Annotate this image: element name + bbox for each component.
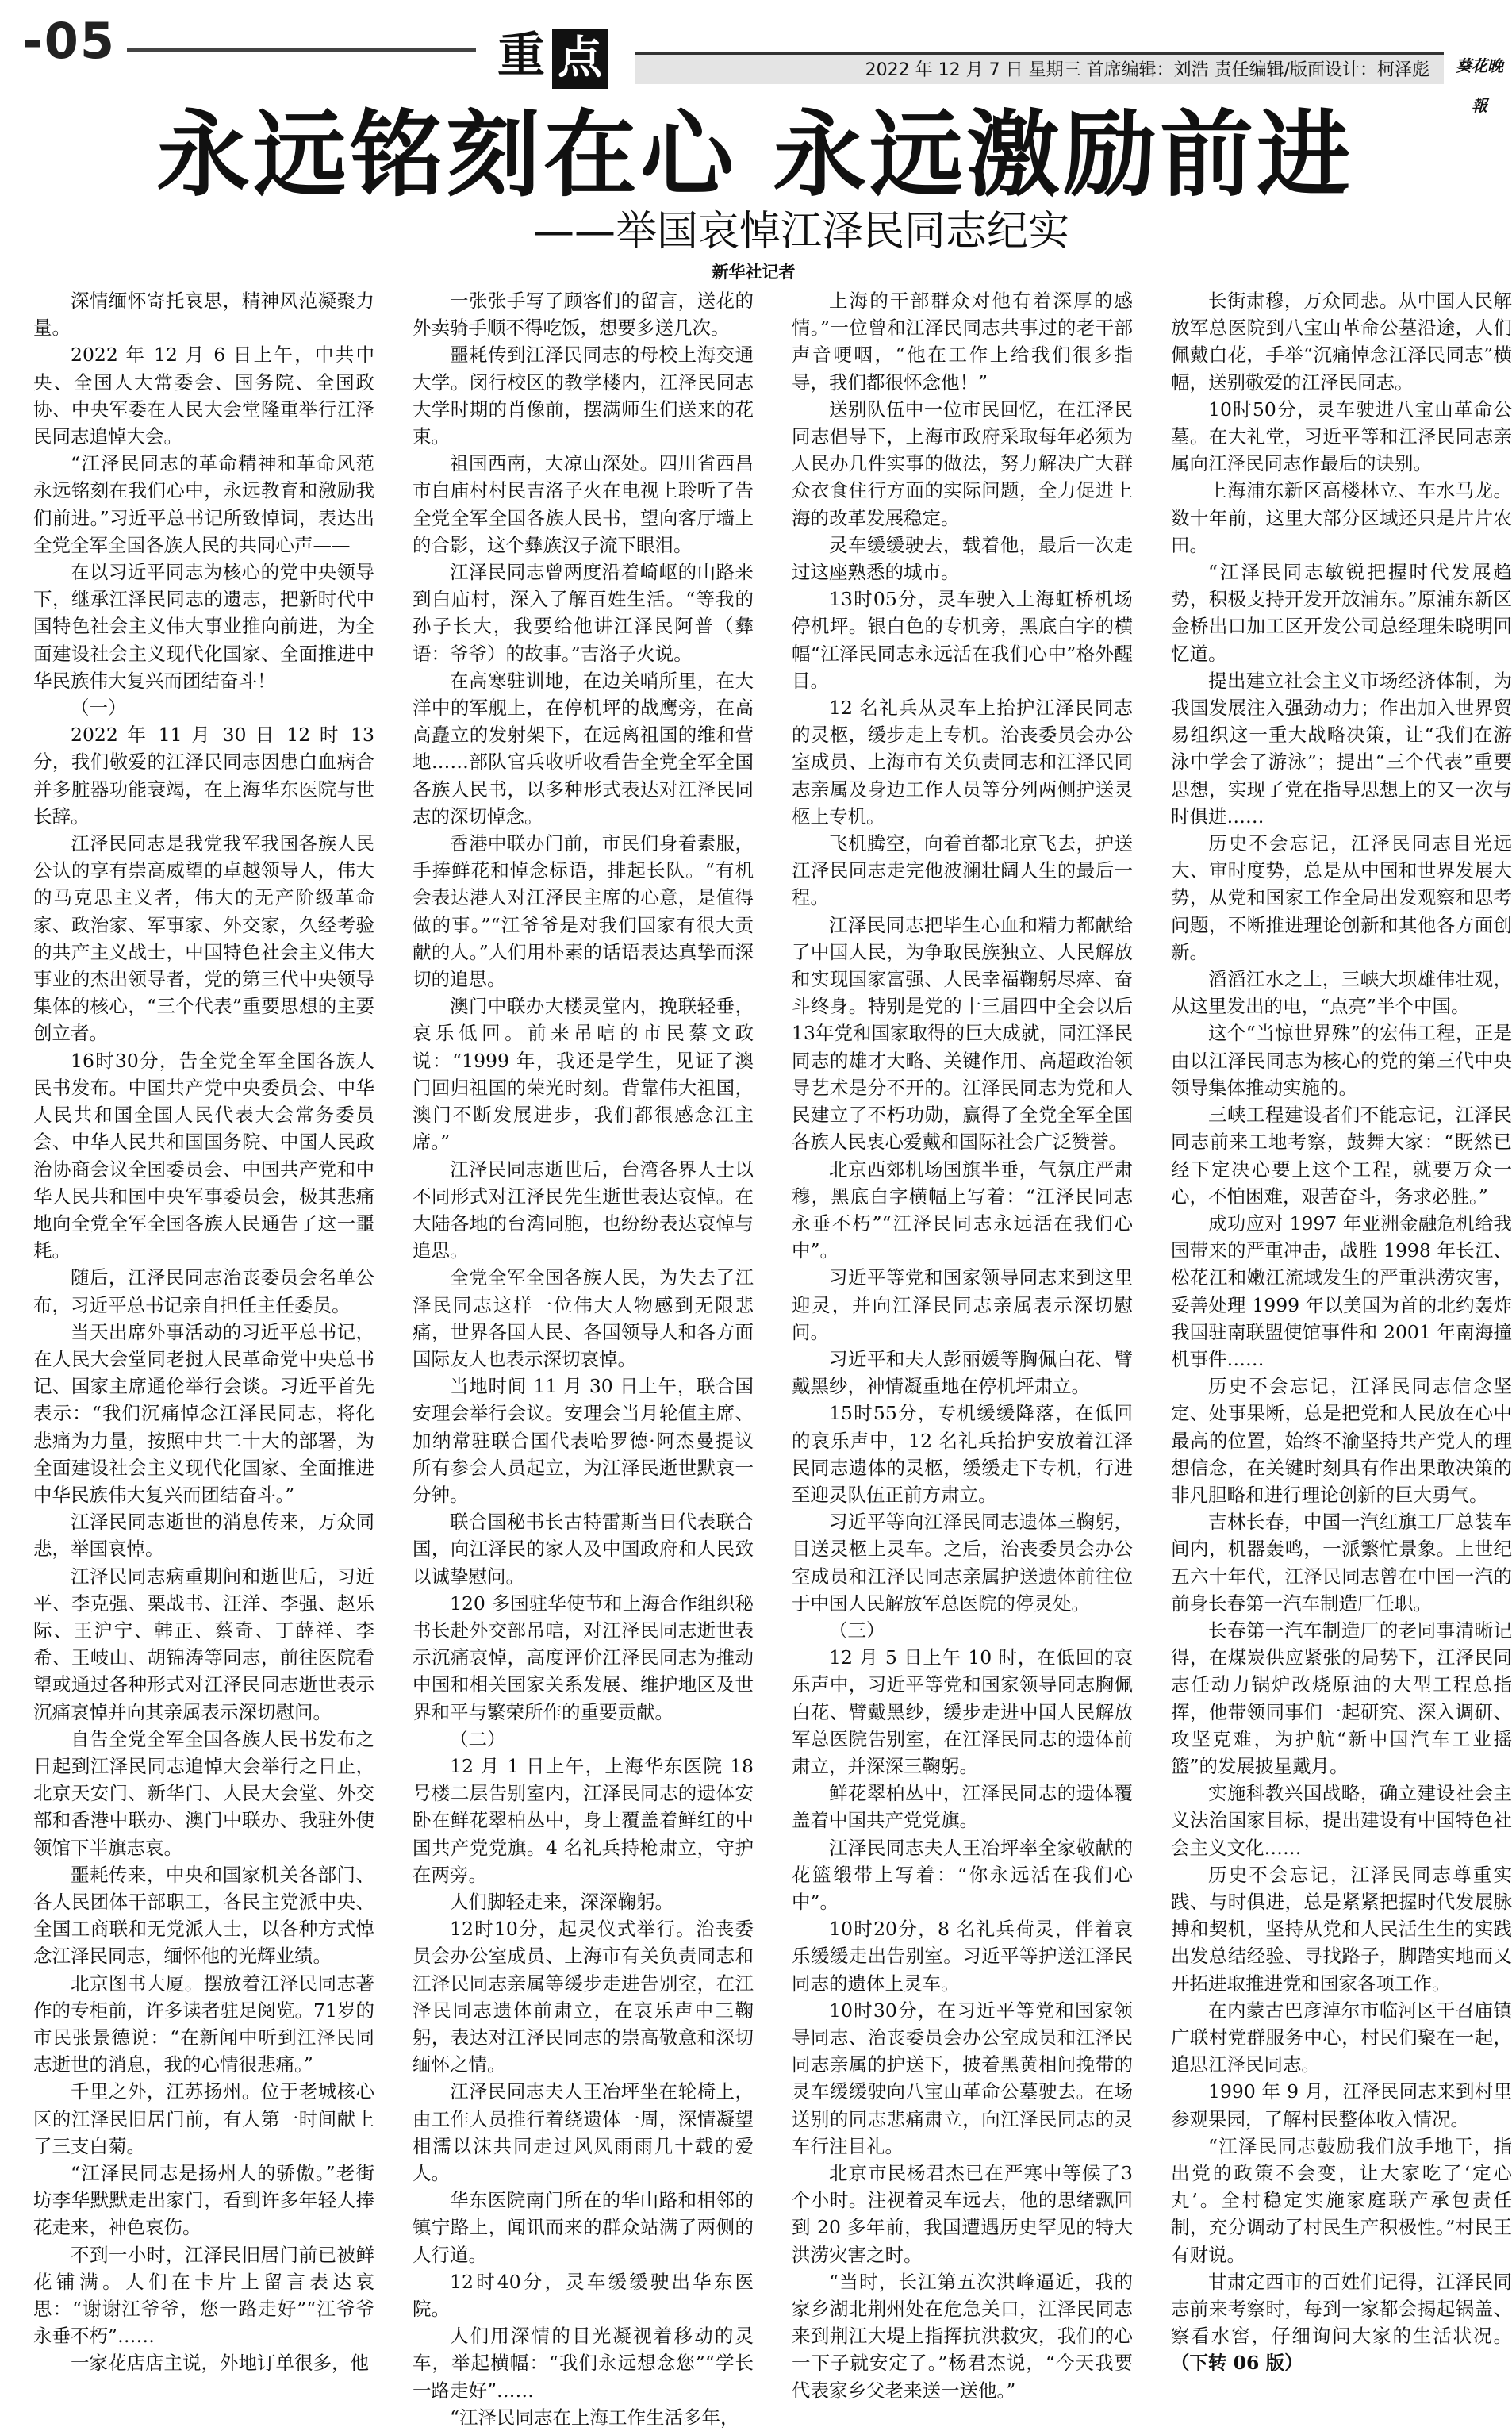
article-paragraph: 江泽民同志病重期间和逝世后，习近平、李克强、栗战书、汪洋、李强、赵乐际、王沪宁、韩正、蔡奇、丁薛祥、李希、王岐山、胡锦涛等同志，前往医院看望或通过各种形式对江泽民同志逝世表示沉痛哀悼并向其亲属表示深切慰问。: [33, 1565, 374, 1723]
header-rule: [127, 48, 476, 52]
masthead-logo: 葵花晚報: [1456, 56, 1503, 115]
article-paragraph: 吉林长春，中国一汽红旗工厂总装车间内，机器轰鸣，一派繁忙景象。上世纪五六十年代，江泽民同志曾在中国一汽的前身长春第一汽车制造厂任职。: [1171, 1511, 1512, 1615]
section-char-2: 点: [552, 29, 608, 89]
article-paragraph: 120 多国驻华使节和上海合作组织秘书长赴外交部吊唁，对江泽民同志逝世表示沉痛哀悼，高度评价江泽民同志为推动中国和相关国家关系发展、维护地区及世界和平与繁荣所作的重要贡献。: [413, 1592, 754, 1723]
article-paragraph: 全党全军全国各族人民，为失去了江泽民同志这样一位伟大人物感到无限悲痛，世界各国人民、各国领导人和各方面国际友人也表示深切哀悼。: [413, 1266, 754, 1370]
article-paragraph: 江泽民同志逝世后，台湾各界人士以不同形式对江泽民先生逝世表达哀悼。在大陆各地的台湾同胞，也纷纷表达哀悼与追思。: [413, 1158, 754, 1262]
article-paragraph: 人们脚轻走来，深深鞠躬。: [450, 1890, 673, 1913]
article-paragraph: （二）: [450, 1727, 506, 1750]
article-paragraph: 北京市民杨君杰已在严寒中等候了3个小时。注视着灵车远去，他的思绪飘回到 20 多年前，我国遭遇历史罕见的特大洪涝灾害之时。: [792, 2162, 1133, 2266]
article-paragraph: 联合国秘书长古特雷斯当日代表联合国，向江泽民的家人及中国政府和人民致以诚挚慰问。: [413, 1511, 754, 1588]
article-paragraph: 13时05分，灵车驶入上海虹桥机场停机坪。银白色的专机旁，黑底白字的横幅“江泽民同志永远活在我们心中”格外醒目。: [792, 588, 1133, 692]
article-paragraph: 北京图书大厦。摆放着江泽民同志著作的专柜前，许多读者驻足阅览。71岁的市民张景德说：“在新闻中听到江泽民同志逝世的消息，我的心情很悲痛。”: [33, 1972, 374, 2076]
article-paragraph: 送别队伍中一位市民回忆，在江泽民同志倡导下，上海市政府采取每年必须为人民办几件实事的做法，努力解决广大群众衣食住行方面的实际问题，全力促进上海的改革发展稳定。: [792, 397, 1133, 529]
article-paragraph: 自告全党全军全国各族人民书发布之日起到江泽民同志追悼大会举行之日止，北京天安门、新华门、人民大会堂、外交部和香港中联办、澳门中联办、我驻外使领馆下半旗志哀。: [33, 1727, 374, 1859]
article-paragraph: 香港中联办门前，市民们身着素服，手捧鲜花和悼念标语，排起长队。“有机会表达港人对江泽民主席的心意，是值得做的事。”“江爷爷是对我们国家有很大贡献的人。”人们用朴素的话语表达真挚而深切的追思。: [413, 832, 754, 991]
article-paragraph: 10时20分，8 名礼兵荷灵，伴着哀乐缓缓走出告别室。习近平等护送江泽民同志的遗体上灵车。: [792, 1918, 1133, 1995]
article-paragraph: 16时30分，告全党全军全国各族人民书发布。中国共产党中央委员会、中华人民共和国全国人民代表大会常务委员会、中华人民共和国国务院、中国人民政治协商会议全国委员会、中国共产党和中华人民共和国中央军事委员会，极其悲痛地向全党全军全国各族人民通告了这一噩耗。: [33, 1049, 374, 1262]
article-paragraph: 一张张手写了顾客们的留言，送花的外卖骑手顺不得吃饭，想要多送几次。: [413, 290, 754, 340]
article-paragraph: 江泽民同志夫人王冶坪率全家敬献的花篮缎带上写着：“你永远活在我们心中”。: [792, 1836, 1133, 1913]
article-paragraph: 提出建立社会主义市场经济体制，为我国发展注入强劲动力；作出加入世界贸易组织这一重大战略决策，让“我们在游泳中学会了游泳”；提出“三个代表”重要思想，实现了党在指导思想上的又一次与时俱进……: [1171, 669, 1512, 828]
article-paragraph: 鲜花翠柏丛中，江泽民同志的遗体覆盖着中国共产党党旗。: [792, 1782, 1133, 1832]
article-paragraph: 10时50分，灵车驶进八宝山革命公墓。在大礼堂，习近平等和江泽民同志亲属向江泽民同志作最后的诀别。: [1171, 397, 1512, 475]
article-paragraph: 一家花店店主说，外地订单很多，他: [71, 2352, 369, 2375]
article-paragraph: “江泽民同志敏锐把握时代发展趋势，积极支持开发开放浦东。”原浦东新区金桥出口加工区开发公司总经理朱晓明回忆道。: [1171, 561, 1512, 665]
article-column-1: [33, 287, 374, 2375]
article-paragraph: 历史不会忘记，江泽民同志信念坚定、处事果断，总是把党和人民放在心中最高的位置，始终不渝坚持共产党人的理想信念，在关键时刻具有作出果敢决策的非凡胆略和进行理论创新的巨大勇气。: [1171, 1375, 1512, 1506]
article-paragraph: （一）: [71, 697, 127, 720]
page-header: [0, 0, 1510, 115]
article-paragraph: 江泽民同志逝世的消息传来，万众同悲，举国哀悼。: [33, 1511, 374, 1561]
article-paragraph: 当地时间 11 月 30 日上午，联合国安理会举行会议。安理会当月轮值主席、加纳常驻联合国代表哈罗德·阿杰曼提议所有参会人员起立，为江泽民逝世默哀一分钟。: [413, 1375, 754, 1506]
article-paragraph: 三峡工程建设者们不能忘记，江泽民同志前来工地考察，鼓舞大家：“既然已经下定决心要上这个工程，就要万众一心，不怕困难，艰苦奋斗，务求必胜。”: [1171, 1104, 1512, 1208]
continuation-note: （下转 06 版）: [1171, 2352, 1303, 2375]
article-paragraph: 长街肃穆，万众同悲。从中国人民解放军总医院到八宝山革命公墓沿途，人们佩戴白花，手举“沉痛悼念江泽民同志”横幅，送别敬爱的江泽民同志。: [1171, 290, 1512, 394]
article-paragraph: （三）: [829, 1619, 885, 1642]
article-paragraph: 这个“当惊世界殊”的宏伟工程，正是由以江泽民同志为核心的党的第三代中央领导集体推动实施的。: [1171, 1022, 1512, 1099]
article-paragraph: “当时，长江第五次洪峰逼近，我的家乡湖北荆州处在危急关口，江泽民同志来到荆江大堤上指挥抗洪救灾，我们的心一下子就安定了。”杨君杰说，“今天我要代表家乡父老来送一送他。”: [792, 2270, 1133, 2402]
article-paragraph: 2022 年 12 月 6 日上午，中共中央、全国人大常委会、国务院、全国政协、中央军委在人民大会堂隆重举行江泽民同志追悼大会。: [33, 344, 374, 448]
article-paragraph: 习近平等向江泽民同志遗体三鞠躬，目送灵柩上灵车。之后，治丧委员会办公室成员和江泽民同志亲属护送遗体前往位于中国人民解放军总医院的停灵处。: [792, 1511, 1133, 1615]
article-paragraph: “江泽民同志是扬州人的骄傲。”老街坊李华默默走出家门，看到许多年轻人捧花走来，神色哀伤。: [33, 2162, 374, 2239]
article-paragraph: 12 月 5 日上午 10 时，在低回的哀乐声中，习近平等党和国家领导同志胸佩白花、臂戴黑纱，缓步走进中国人民解放军总医院告别室，在江泽民同志的遗体前肃立，并深深三鞠躬。: [792, 1646, 1133, 1777]
article-paragraph: 12时10分，起灵仪式举行。治丧委员会办公室成员、上海市有关负责同志和江泽民同志亲属等缓步走进告别室，在江泽民同志遗体前肃立，在哀乐声中三鞠躬，表达对江泽民同志的崇高敬意和深切缅怀之情。: [413, 1918, 754, 2076]
section-label: [490, 22, 608, 89]
article-column-3: [792, 287, 1133, 2402]
article-paragraph: 飞机腾空，向着首都北京飞去，护送江泽民同志走完他波澜壮阔人生的最后一程。: [792, 832, 1133, 909]
article-paragraph: 甘肃定西市的百姓们记得，江泽民同志前来考察时，每到一家都会揭起锅盖、察看水窖，仔细询问大家的生活状况。（下转 06 版）: [1171, 2270, 1512, 2375]
article-paragraph: 习近平和夫人彭丽媛等胸佩白花、臂戴黑纱，神情凝重地在停机坪肃立。: [792, 1347, 1133, 1398]
article-paragraph: 江泽民同志把毕生心血和精力都献给了中国人民，为争取民族独立、人民解放和实现国家富强、人民幸福鞠躬尽瘁、奋斗终身。特别是党的十三届四中全会以后13年党和国家取得的巨大成就，同江泽民同志的雄才大略、关键作用、高超政治领导艺术是分不开的。江泽民同志为党和人民建立了不朽功勋，赢得了全党全军全国各族人民衷心爱戴和国际社会广泛赞誉。: [792, 913, 1133, 1154]
subheadline: ——举国哀悼江泽民同志纪实: [532, 208, 1069, 255]
article-column-4: [1171, 287, 1512, 2375]
article-paragraph: 习近平等党和国家领导同志来到这里迎灵，并向江泽民同志亲属表示深切慰问。: [792, 1266, 1133, 1343]
article-paragraph: 江泽民同志是我党我军我国各族人民公认的享有崇高威望的卓越领导人，伟大的马克思主义者，伟大的无产阶级革命家、政治家、军事家、外交家，久经考验的共产主义战士，中国特色社会主义伟大事业的杰出领导者，党的第三代中央领导集体的核心，“三个代表”重要思想的主要创立者。: [33, 832, 374, 1045]
article-paragraph: 灵车缓缓驶去，载着他，最后一次走过这座熟悉的城市。: [792, 533, 1133, 584]
article-paragraph: 深情缅怀寄托哀思，精神风范凝聚力量。: [33, 290, 374, 340]
article-paragraph: 成功应对 1997 年亚洲金融危机给我国带来的严重冲击，战胜 1998 年长江、松花江和嫩江流域发生的严重洪涝灾害，妥善处理 1999 年以美国为首的北约轰炸我国驻南联盟使馆事件和 2001 年南海撞机事件……: [1171, 1212, 1512, 1370]
headline: 永远铭刻在心 永远激励前进: [155, 100, 1354, 209]
article-paragraph: 当天出席外事活动的习近平总书记，在人民大会堂同老挝人民革命党中央总书记、国家主席通伦举行会谈。习近平首先表示：“我们沉痛悼念江泽民同志，将化悲痛为力量，按照中共二十大的部署，为全面建设社会主义现代化国家、全面推进中华民族伟大复兴而团结奋斗。”: [33, 1320, 374, 1506]
article-paragraph: “江泽民同志的革命精神和革命风范永远铭刻在我们心中，永远教育和激励我们前进。”习近平总书记所致悼词，表达出全党全军全国各族人民的共同心声——: [33, 452, 374, 556]
article-paragraph: 千里之外，江苏扬州。位于老城核心区的江泽民旧居门前，有人第一时间献上了三支白菊。: [33, 2080, 374, 2157]
article-paragraph: 历史不会忘记，江泽民同志尊重实践、与时俱进，总是紧紧把握时代发展脉搏和契机，坚持从党和人民活生生的实践出发总结经验、寻找路子，脚踏实地而又开拓进取推进党和国家各项工作。: [1171, 1863, 1512, 1995]
article-paragraph: 不到一小时，江泽民旧居门前已被鲜花铺满。人们在卡片上留言表达哀思：“谢谢江爷爷，您一路走好”“江爷爷永垂不朽”……: [33, 2243, 374, 2348]
article-paragraph: 实施科教兴国战略，确立建设社会主义法治国家目标，提出建设有中国特色社会主义文化……: [1171, 1782, 1512, 1859]
article-paragraph: 在内蒙古巴彦淖尔市临河区干召庙镇广联村党群服务中心，村民们聚在一起，追思江泽民同志。: [1171, 1999, 1512, 2076]
article-paragraph: 15时55分，专机缓缓降落，在低回的哀乐声中，12 名礼兵抬护安放着江泽民同志遗体的灵柩，缓缓走下专机，行进至迎灵队伍正前方肃立。: [792, 1402, 1133, 1506]
article-paragraph: 江泽民同志曾两度沿着崎岖的山路来到白庙村，深入了解百姓生活。“等我的孙子长大，我要给他讲江泽民阿普（彝语：爷爷）的故事。”吉洛子火说。: [413, 561, 754, 665]
article-paragraph: 1990 年 9 月，江泽民同志来到村里参观果园，了解村民整体收入情况。: [1171, 2080, 1512, 2130]
article-paragraph: “江泽民同志在上海工作生活多年，: [450, 2406, 739, 2429]
article-paragraph: 12时40分，灵车缓缓驶出华东医院。: [413, 2270, 754, 2321]
article-paragraph: 历史不会忘记，江泽民同志目光远大、审时度势，总是从中国和世界发展大势，从党和国家工作全局出发观察和思考问题，不断推进理论创新和其他各方面创新。: [1171, 832, 1512, 963]
article-paragraph: 噩耗传到江泽民同志的母校上海交通大学。闵行校区的教学楼内，江泽民同志大学时期的肖像前，摆满师生们送来的花束。: [413, 344, 754, 448]
article-paragraph: 上海的干部群众对他有着深厚的感情。”一位曾和江泽民同志共事过的老干部声音哽咽，“他在工作上给我们很多指导，我们都很怀念他！”: [792, 290, 1133, 394]
article-paragraph: 在高寒驻训地，在边关哨所里，在大洋中的军舰上，在停机坪的战鹰旁，在高高矗立的发射架下，在远离祖国的维和营地……部队官兵收听收看告全党全军全国各族人民书，以多种形式表达对江泽民同志的深切悼念。: [413, 669, 754, 828]
article-paragraph: 上海浦东新区高楼林立、车水马龙。数十年前，这里大部分区域还只是片片农田。: [1171, 479, 1512, 556]
page-number: -05: [22, 12, 117, 70]
article-paragraph: 10时30分，在习近平等党和国家领导同志、治丧委员会办公室成员和江泽民同志亲属的护送下，披着黑黄相间挽带的灵车缓缓驶向八宝山革命公墓驶去。在场送别的同志悲痛肃立，向江泽民同志的灵车行注目礼。: [792, 1999, 1133, 2157]
section-char-1: 重: [497, 28, 545, 83]
article-paragraph: 北京西郊机场国旗半垂，气氛庄严肃穆，黑底白字横幅上写着：“江泽民同志永垂不朽”“江泽民同志永远活在我们心中”。: [792, 1158, 1133, 1262]
article-paragraph: 华东医院南门所在的华山路和相邻的镇宁路上，闻讯而来的群众站满了两侧的人行道。: [413, 2189, 754, 2266]
dateline: 2022 年 12 月 7 日 星期三 首席编辑：刘浩 责任编辑/版面设计：柯泽彪: [635, 52, 1444, 84]
article-paragraph: 人们用深情的目光凝视着移动的灵车，举起横幅：“我们永远想念您”“学长一路走好”……: [413, 2325, 754, 2402]
article-paragraph: “江泽民同志鼓励我们放手地干，指出党的政策不会变，让大家吃了‘定心丸’。全村稳定实施家庭联产承包责任制，充分调动了村民生产积极性。”村民王有财说。: [1171, 2134, 1512, 2266]
article-paragraph: 祖国西南，大凉山深处。四川省西昌市白庙村村民吉洛子火在电视上聆听了告全党全军全国各族人民书，望向客厅墙上的合影，这个彝族汉子流下眼泪。: [413, 452, 754, 556]
article-paragraph: 江泽民同志夫人王冶坪坐在轮椅上，由工作人员推行着绕遗体一周，深情凝望相濡以沫共同走过风风雨雨几十载的爱人。: [413, 2080, 754, 2185]
byline: 新华社记者: [712, 263, 796, 282]
article-column-2: [413, 287, 754, 2429]
article-paragraph: 长春第一汽车制造厂的老同事清晰记得，在煤炭供应紧张的局势下，江泽民同志任动力锅炉改烧原油的大型工程总指挥，他带领同事们一起研究、深入调研、攻坚克难，为护航“新中国汽车工业摇篮”的发展披星戴月。: [1171, 1619, 1512, 1777]
article-paragraph: 随后，江泽民同志治丧委员会名单公布，习近平总书记亲自担任主任委员。: [33, 1266, 374, 1316]
article-paragraph: 在以习近平同志为核心的党中央领导下，继承江泽民同志的遗志，把新时代中国特色社会主义伟大事业推向前进，为全面建设社会主义现代化国家、全面推进中华民族伟大复兴而团结奋斗！: [33, 561, 374, 692]
article-paragraph: 2022 年 11 月 30 日 12 时 13 分，我们敬爱的江泽民同志因患白血病合并多脏器功能衰竭，在上海华东医院与世长辞。: [33, 724, 374, 828]
article-paragraph: 12 名礼兵从灵车上抬护江泽民同志的灵柩，缓步走上专机。治丧委员会办公室成员、上海市有关负责同志和江泽民同志亲属及身边工作人员等分列两侧护送灵柩上专机。: [792, 697, 1133, 828]
article-paragraph: 12 月 1 日上午，上海华东医院 18 号楼二层告别室内，江泽民同志的遗体安卧在鲜花翠柏丛中，身上覆盖着鲜红的中国共产党党旗。4 名礼兵持枪肃立，守护在两旁。: [413, 1754, 754, 1886]
article-paragraph: 噩耗传来，中央和国家机关各部门、各人民团体干部职工，各民主党派中央、全国工商联和无党派人士，以各种方式悼念江泽民同志，缅怀他的光辉业绩。: [33, 1863, 374, 1968]
article-paragraph: 澳门中联办大楼灵堂内，挽联轻垂，哀乐低回。前来吊唁的市民蔡文政说：“1999 年，我还是学生，见证了澳门回归祖国的荣光时刻。背靠伟大祖国，澳门不断发展进步，我们都很感念江主席。”: [413, 995, 754, 1154]
article-paragraph: 滔滔江水之上，三峡大坝雄伟壮观，从这里发出的电，“点亮”半个中国。: [1171, 968, 1512, 1018]
